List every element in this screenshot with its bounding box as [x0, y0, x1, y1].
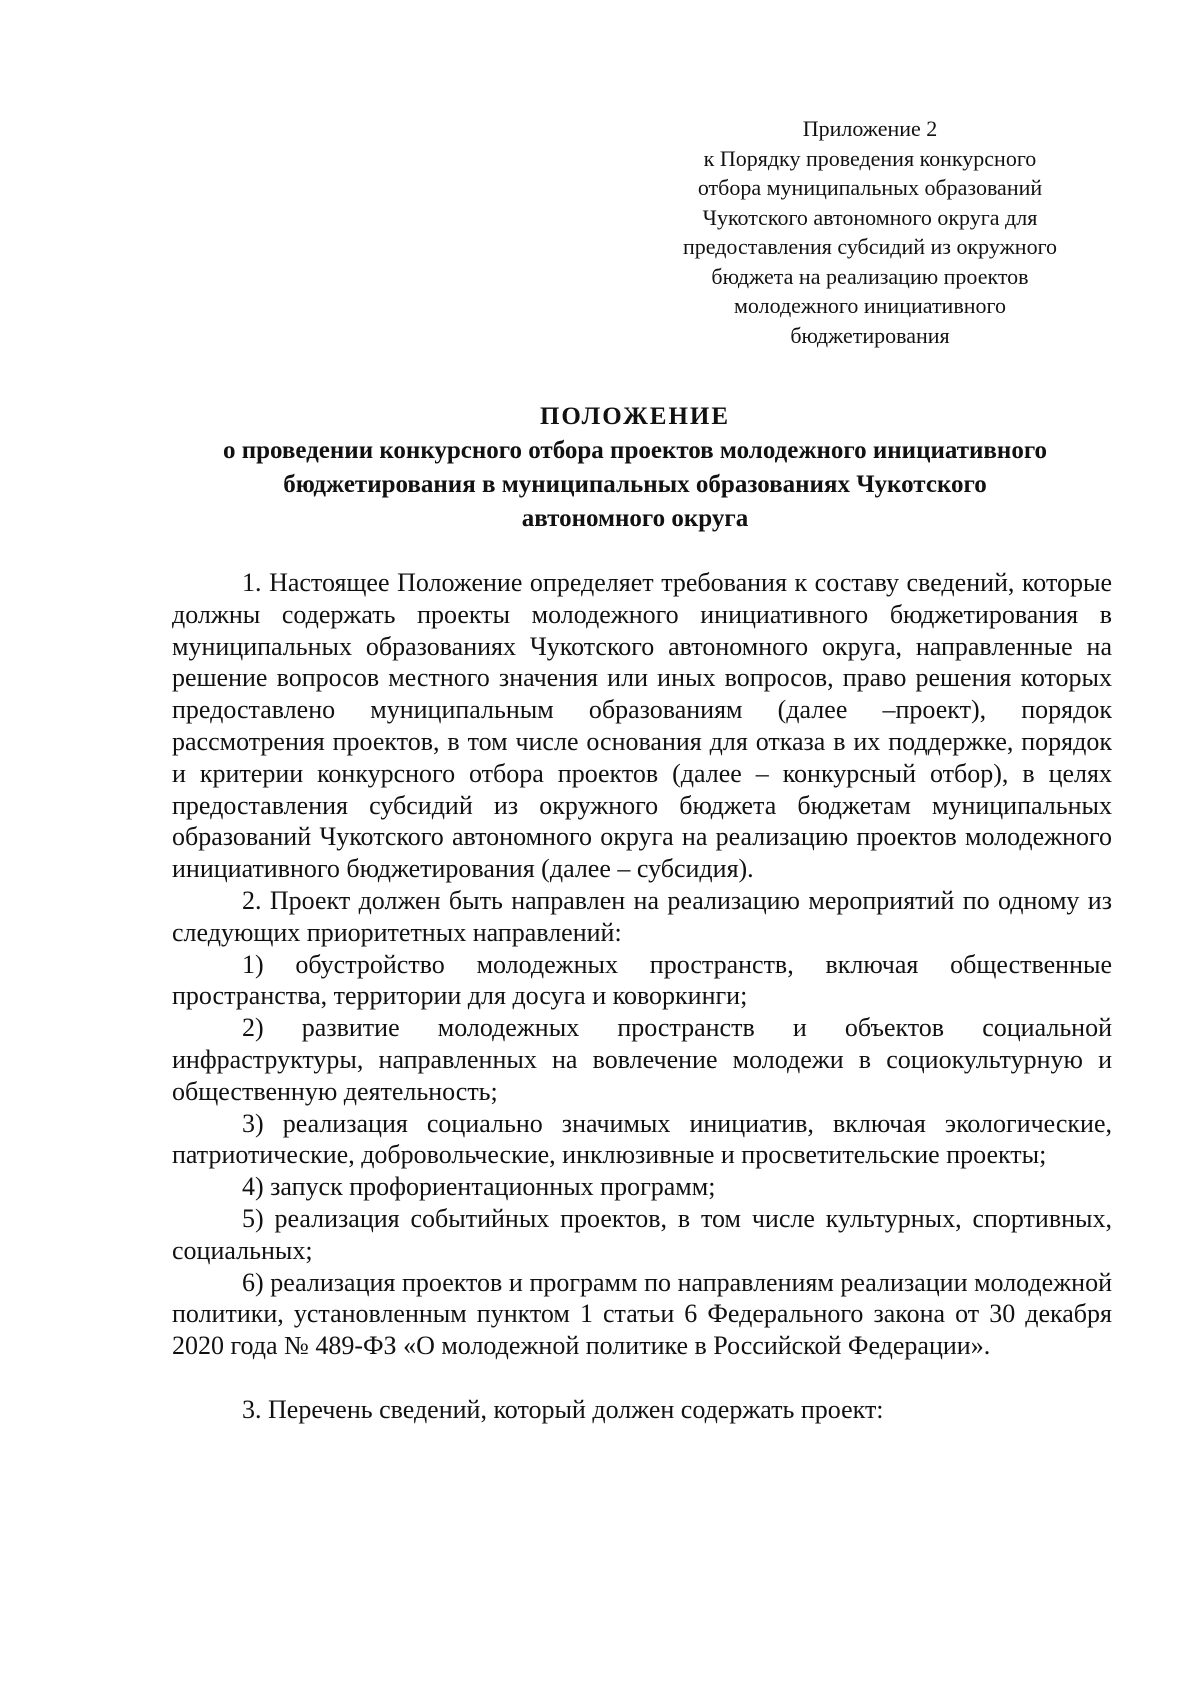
document-title-block [160, 400, 1110, 536]
document-title: ПОЛОЖЕНИЕ [539, 403, 731, 430]
subtitle-line: о проведении конкурсного отбора проектов молодежного инициативного [222, 437, 1048, 464]
appendix-line: к Порядку проведения конкурсного [703, 145, 1037, 171]
appendix-line: отбора муниципальных образований [697, 175, 1043, 200]
appendix-line: бюджетирования [790, 322, 950, 348]
list-item-3: 3) реализация социально значимых инициатив, включая экологические, патриотические, добровольческие, инклюзивные и просветительские проекты; [172, 1108, 1112, 1170]
paragraph-2: 2. Проект должен быть направлен на реализацию мероприятий по одному из следующих приоритетных направлений: [172, 885, 1112, 947]
list-item-2: 2) развитие молодежных пространств и объектов социальной инфраструктуры, направленных на вовлечение молодежи в социокультурную и общественную деятельность; [172, 1013, 1112, 1106]
list-item-5: 5) реализация событийных проектов, в том числе культурных, спортивных, социальных; [172, 1203, 1112, 1265]
appendix-header [660, 114, 1080, 350]
appendix-line: предоставления субсидий из окружного [682, 234, 1058, 259]
subtitle-line: автономного округа [521, 505, 749, 532]
appendix-line: Приложение 2 [802, 116, 938, 141]
list-item-1: 1) обустройство молодежных пространств, включая общественные пространства, территории для досуга и коворкинги; [172, 949, 1112, 1011]
paragraph-3: 3. Перечень сведений, который должен содержать проект: [242, 1394, 884, 1424]
document-body [172, 567, 1112, 1426]
paragraph-1: 1. Настоящее Положение определяет требования к составу сведений, которые должны содержать проекты молодежного инициативного бюджетирования в муниципальных образованиях Чукотского автономного округа, направленные на решение вопросов местного значения или иных вопросов, право решения которых предоставлено муниципальным образованиям (далее –проект), порядок рассмотрения проектов, в том числе основания для отказа в их поддержке, порядок и критерии конкурсного отбора проектов (далее – конкурсный отбор), в целях предоставления субсидий из окружного бюджета бюджетам муниципальных образований Чукотского автономного округа на реализацию проектов молодежного инициативного бюджетирования (далее – субсидия). [172, 568, 1112, 884]
list-item-4: 4) запуск профориентационных программ; [242, 1172, 716, 1202]
appendix-line: Чукотского автономного округа для [702, 204, 1038, 230]
appendix-line: молодежного инициативного [734, 293, 1006, 318]
subtitle-line: бюджетирования в муниципальных образованиях Чукотского [283, 471, 987, 498]
document-subtitle [160, 434, 1110, 536]
appendix-line: бюджета на реализацию проектов [711, 263, 1029, 289]
list-item-6: 6) реализация проектов и программ по направлениям реализации молодежной политики, установленным пунктом 1 статьи 6 Федерального закона от 30 декабря 2020 года № 489-ФЗ «О молодежной политике в Российской Федерации». [172, 1267, 1112, 1361]
